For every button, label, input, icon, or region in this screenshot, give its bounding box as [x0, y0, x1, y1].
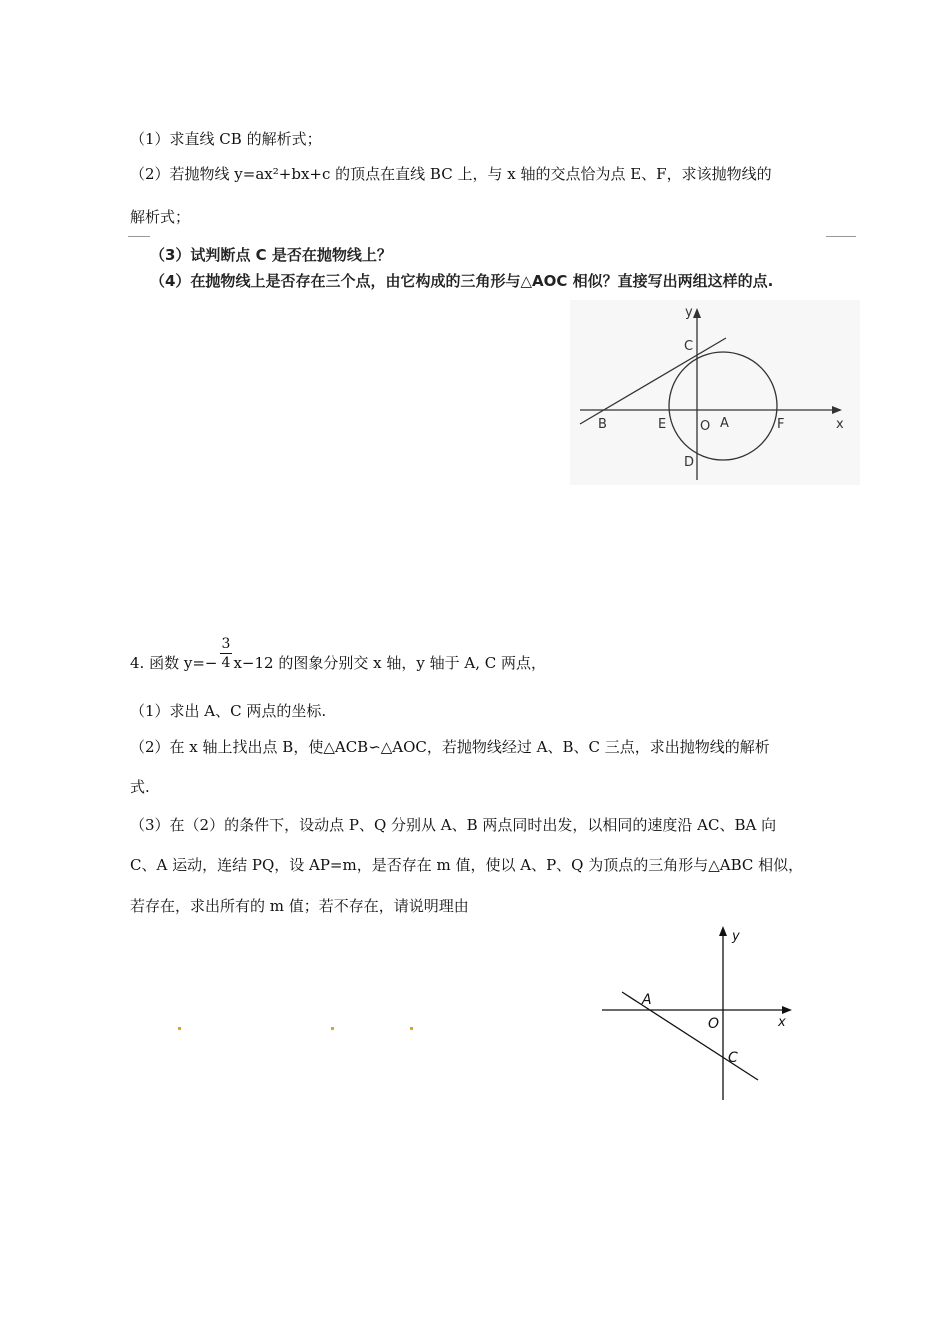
q3-fig-point-F: F [777, 417, 785, 432]
q4-fraction-denominator: 4 [221, 655, 231, 671]
q4-part2-line2: 式. [130, 778, 150, 796]
decorative-dot [178, 1027, 181, 1030]
q4-part2-line1: （2）在 x 轴上找出点 B，使△ACB∽△AOC，若抛物线经过 A、B、C 三点，求出抛物线的解析 [130, 738, 770, 756]
q4-intro-prefix: 4. 函数 y=− [130, 654, 218, 672]
q4-fraction-numerator: 3 [221, 636, 231, 652]
q3-fig-point-C: C [684, 339, 694, 354]
q4-part1: （1）求出 A、C 两点的坐标. [130, 702, 327, 720]
header-rule-right [826, 236, 856, 237]
q4-fig-point-O: O [708, 1016, 720, 1032]
q3-fig-point-B: B [598, 417, 607, 432]
q4-part3-line3: 若存在，求出所有的 m 值；若不存在，请说明理由 [130, 897, 469, 915]
q4-part3-line2: C、A 运动，连结 PQ，设 AP=m，是否存在 m 值，使以 A、P、Q 为顶点的三角形与△ABC 相似， [130, 856, 804, 874]
q3-fig-point-E: E [658, 417, 667, 432]
decorative-dot [331, 1027, 334, 1030]
header-rule-left [128, 236, 150, 237]
q3-part2-line1: （2）若抛物线 y=ax²+bx+c 的顶点在直线 BC 上，与 x 轴的交点恰为点 E、F，求该抛物线的 [130, 165, 772, 183]
q3-fig-point-D: D [684, 455, 695, 470]
q3-part3: （3）试判断点 C 是否在抛物线上？ [150, 246, 392, 264]
q4-intro [130, 652, 546, 673]
q4-intro-suffix: x−12 的图象分别交 x 轴，y 轴于 A, C 两点， [233, 654, 546, 672]
q3-fig-point-O: O [700, 419, 711, 434]
q3-fig-point-A: A [720, 416, 729, 431]
q3-fig-x-label: x [836, 417, 844, 432]
q3-fig-y-label: y [685, 305, 693, 320]
q4-fraction [218, 636, 234, 671]
q4-fig-point-A: A [642, 992, 652, 1008]
q3-part1: （1）求直线 CB 的解析式； [130, 130, 322, 148]
q4-fig-x-label: x [778, 1015, 786, 1030]
q4-fig-y-label: y [732, 929, 740, 944]
q4-part3-line1: （3）在（2）的条件下，设动点 P、Q 分别从 A、B 两点同时出发，以相同的速度沿 AC、BA 向 [130, 816, 777, 834]
q4-fig-point-C: C [728, 1050, 738, 1066]
q4-figure [600, 922, 800, 1102]
q3-part4: （4）在抛物线上是否存在三个点，由它构成的三角形与△AOC 相似？直接写出两组这样的点. [150, 272, 774, 290]
q3-part2-line2: 解析式； [130, 208, 191, 226]
q3-figure [570, 300, 860, 485]
decorative-dot [410, 1027, 413, 1030]
